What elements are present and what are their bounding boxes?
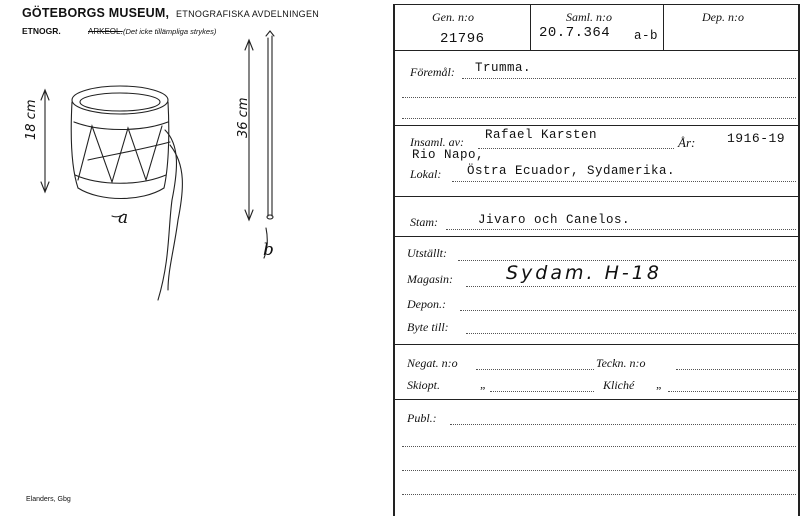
department-name: ETNOGRAFISKA AVDELNINGEN (176, 9, 320, 19)
kliche-mark: „ (656, 377, 663, 391)
kliche-label: Kliché (603, 378, 635, 392)
byte-label: Byte till: (407, 320, 449, 334)
saml-suffix: a-b (634, 29, 659, 43)
strike-note: (Det icke tillämpliga strykes) (123, 27, 217, 36)
publ-line-3 (402, 470, 796, 471)
section-divider-4 (393, 344, 798, 345)
depon-label: Depon.: (407, 297, 446, 311)
header-divider-1 (530, 4, 531, 50)
lokal-value: Östra Ecuador, Sydamerika. (467, 164, 676, 178)
publ-label: Publ.: (407, 411, 437, 425)
section-divider-3 (393, 236, 798, 237)
magasin-line (466, 286, 796, 287)
lokal-line (452, 181, 796, 182)
skiopt-label: Skiopt. (407, 378, 440, 392)
drum-stick-drawing (266, 31, 274, 219)
foremal-value: Trumma. (475, 61, 532, 75)
negat-label: Negat. n:o (407, 356, 458, 370)
skiopt-line (490, 391, 594, 392)
insaml-label: Insaml. av: (410, 135, 464, 149)
drum-sketch (0, 30, 390, 490)
stam-label: Stam: (410, 215, 438, 229)
ar-label: År: (678, 135, 696, 150)
gen-value: 21796 (440, 31, 485, 47)
drum-height-arrow (41, 90, 49, 192)
printer-imprint: Elanders, Gbg (26, 496, 71, 503)
museum-name: GÖTEBORGS MUSEUM, (22, 6, 170, 20)
skiopt-mark: „ (480, 377, 487, 391)
magasin-value: Sydam. H-18 (506, 262, 662, 284)
lokal-label: Lokal: (410, 167, 442, 181)
teckn-label: Teckn. n:o (596, 356, 646, 370)
publ-line-2 (402, 446, 796, 447)
drum-dimension-label: 18 cm (24, 99, 39, 140)
kliche-line (668, 391, 796, 392)
header-bottom-line (393, 50, 798, 51)
byte-line (466, 333, 796, 334)
ar-value: 1916-19 (727, 131, 786, 146)
insaml-value: Rafael Karsten (485, 128, 598, 142)
stick-label-b: b (263, 240, 274, 260)
header-divider-2 (663, 4, 664, 50)
card-top-border (393, 4, 798, 5)
foremal-line (462, 78, 796, 79)
insaml-line (478, 148, 674, 149)
saml-label: Saml. n:o (566, 10, 612, 24)
card-left-border (393, 4, 395, 516)
stam-line (446, 229, 796, 230)
saml-value: 20.7.364 (539, 25, 611, 41)
utstallt-line (458, 260, 796, 261)
stam-value: Jivaro och Canelos. (478, 213, 631, 227)
publ-line-4 (402, 494, 796, 495)
stick-dimension-label: 36 cm (236, 97, 251, 138)
drum-drawing (71, 86, 182, 300)
teckn-line (676, 369, 796, 370)
arkeol-label: ARKEOL. (88, 27, 123, 36)
magasin-label: Magasin: (407, 272, 453, 286)
section-divider-1 (393, 125, 798, 126)
lokal-extra: Rio Napo, (412, 148, 485, 162)
foremal-label: Föremål: (410, 65, 455, 79)
drum-label-a: a (118, 208, 129, 228)
foremal-line-2 (402, 97, 796, 98)
gen-label: Gen. n:o (432, 10, 474, 24)
negat-line (476, 369, 594, 370)
etnogr-label: ETNOGR. (22, 26, 61, 36)
section-divider-2 (393, 196, 798, 197)
utstallt-label: Utställt: (407, 246, 448, 260)
publ-line (450, 424, 796, 425)
dep-label: Dep. n:o (702, 10, 744, 24)
foremal-line-3 (402, 118, 796, 119)
depon-line (460, 310, 796, 311)
section-divider-5 (393, 399, 798, 400)
